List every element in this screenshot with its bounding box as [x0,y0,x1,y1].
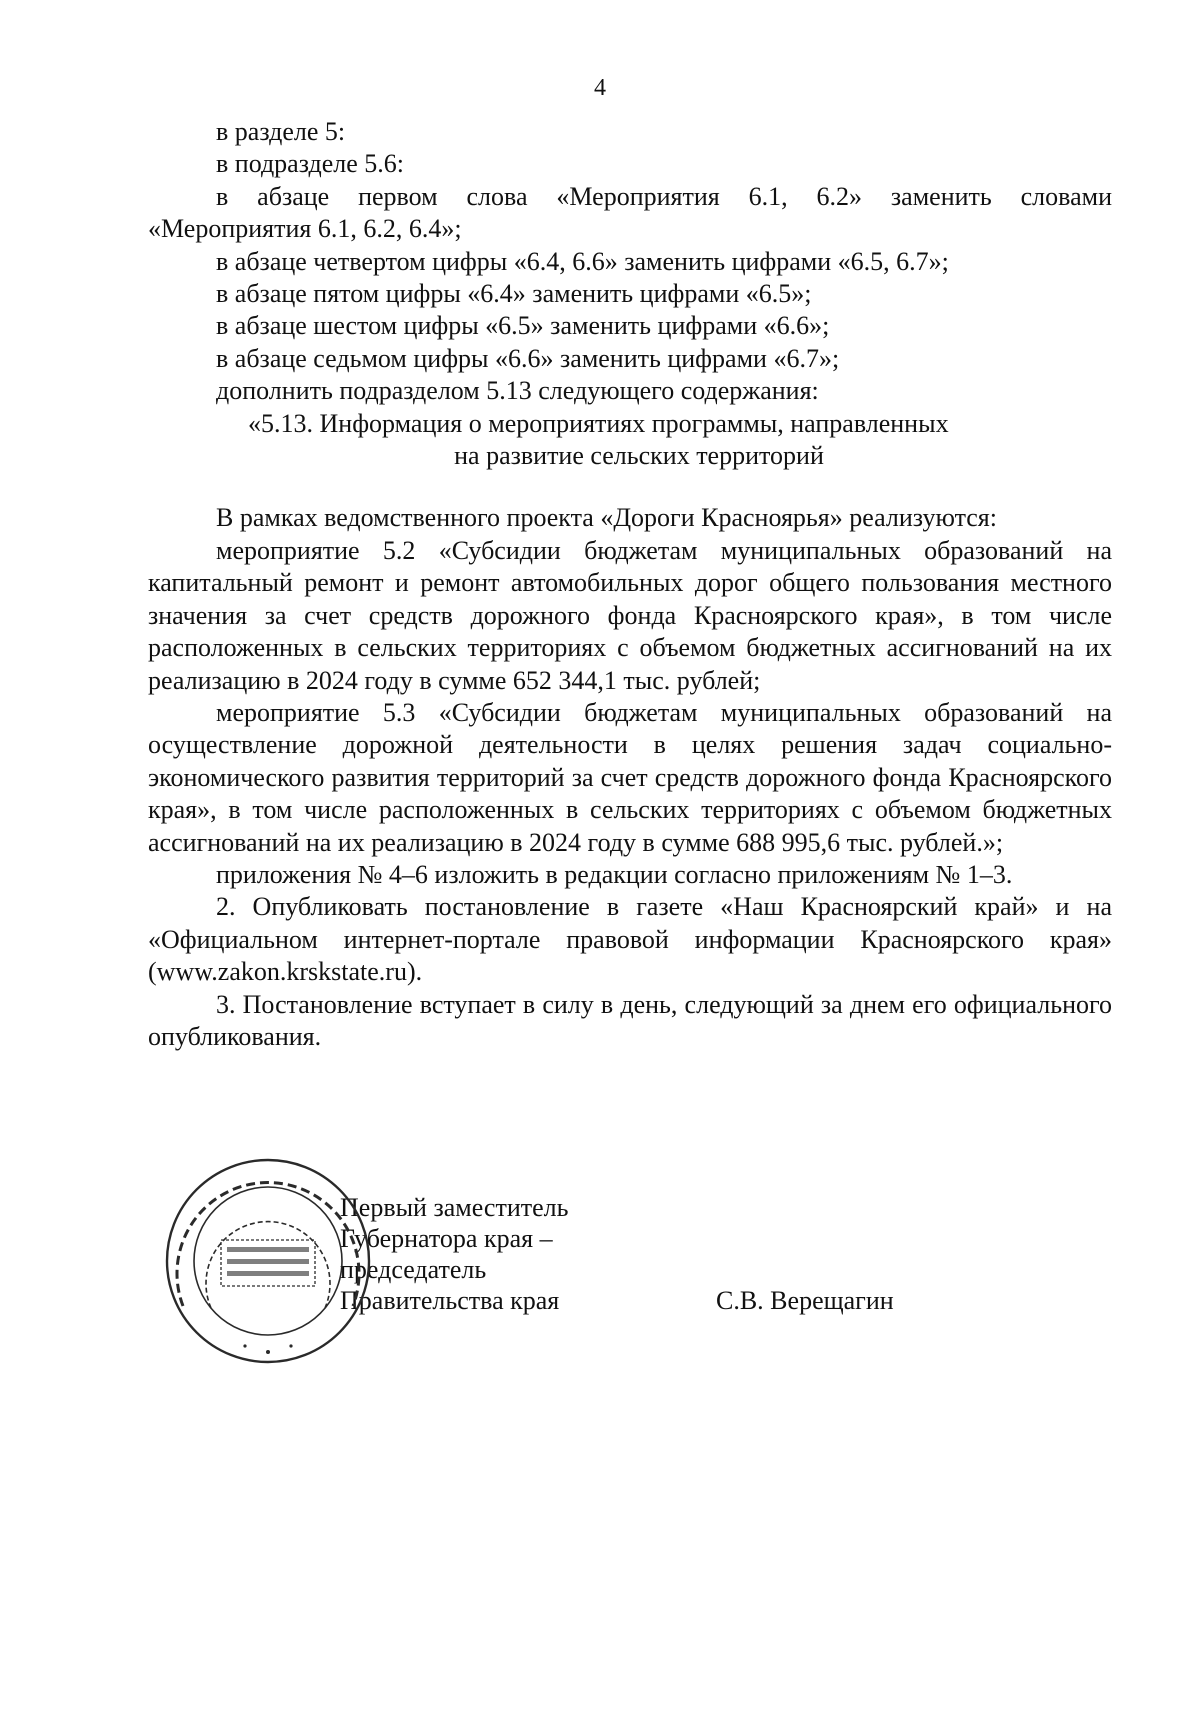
subsection-title: на развитие сельских территорий [454,441,824,471]
signatory-position-line: Первый заместитель [340,1193,569,1222]
signatory-position-line: Правительства края [340,1286,560,1315]
amendment-line: в абзаце пятом цифры «6.4» заменить цифрами «6.5»; [216,279,812,309]
signatory-position-line: председатель [340,1255,487,1284]
amendment-line: в разделе 5: [216,117,346,146]
signatory-name: С.В. Верещагин [716,1286,894,1315]
paragraph: 3. Постановление вступает в силу в день, следующий за днем его официального опубликования. [148,989,1112,1051]
paragraph: приложения № 4–6 изложить в редакции согласно приложениям № 1–3. [216,859,1013,889]
document-body [148,116,1112,1053]
page-number: 4 [594,75,606,101]
amendment-line: в абзаце четвертом цифры «6.4, 6.6» заменить цифрами «6.5, 6.7»; [216,246,949,276]
amendment-line: дополнить подразделом 5.13 следующего содержания: [216,376,819,406]
paragraph: 2. Опубликовать постановление в газете «Наш Красноярский край» и на «Официальном интернет-портале правовой информации Красноярского края» (www.zakon.krskstate.ru). [148,892,1112,987]
amendment-line: в подразделе 5.6: [216,149,405,179]
paragraph: мероприятие 5.2 «Субсидии бюджетам муниципальных образований на капитальный ремонт и ремонт автомобильных дорог общего пользования местного значения за счет средств дорожного фонда Красноярского края», в том числе расположенных в сельских территориях с объемом бюджетных ассигнований на их реализацию в 2024 году в сумме 652 344,1 тыс. рублей; [148,535,1112,695]
official-stamp [163,1156,373,1366]
amendment-line: в абзаце первом слова «Мероприятия 6.1, 6.2» заменить словами [216,181,1112,211]
subsection-title: «5.13. Информация о мероприятиях программы, направленных [248,408,949,438]
amendment-line: в абзаце шестом цифры «6.5» заменить цифрами «6.6»; [216,311,830,341]
signatory-position [340,1192,680,1316]
spacer [148,472,1112,502]
amendment-line: в абзаце седьмом цифры «6.6» заменить цифрами «6.7»; [216,343,840,373]
amendment-line: «Мероприятия 6.1, 6.2, 6.4»; [148,214,462,244]
signatory-position-line: Губернатора края – [340,1224,553,1253]
paragraph: мероприятие 5.3 «Субсидии бюджетам муниципальных образований на осуществление дорожной деятельности в целях решения задач социально-экономического развития территорий за счет средств дорожного фонда Красноярского края», в том числе расположенных в сельских территориях с объемом бюджетных ассигнований на их реализацию в 2024 году в сумме 688 995,6 тыс. рублей.»; [148,697,1112,857]
paragraph: В рамках ведомственного проекта «Дороги Красноярья» реализуются: [216,503,997,533]
